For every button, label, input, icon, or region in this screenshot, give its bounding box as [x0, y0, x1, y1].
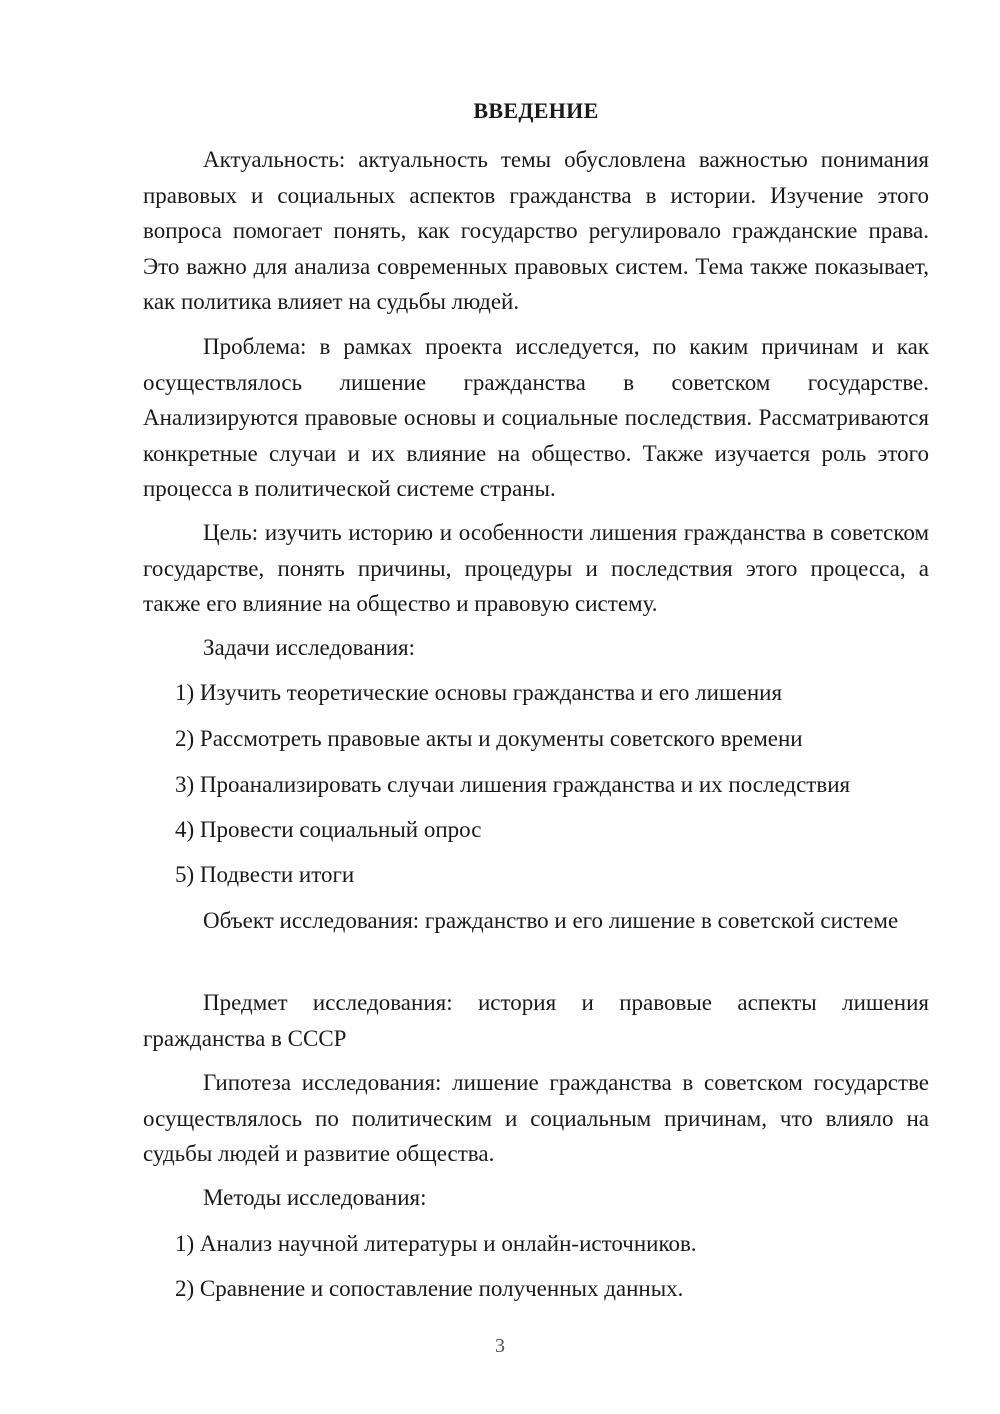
methods-heading: Методы исследования: [203, 1185, 427, 1210]
object-paragraph: Объект исследования: гражданство и его лишение в советской системе [203, 908, 899, 933]
page-title: ВВЕДЕНИЕ [473, 98, 599, 123]
hypothesis-paragraph: Гипотеза исследования: лишение гражданства в советском государстве осуществлялось по политическим и социальным причинам, что влияло на судьбы людей и развитие общества. [143, 1070, 929, 1166]
list-item: 1) Анализ научной литературы и онлайн-источников. [175, 1231, 697, 1256]
list-item: 2) Сравнение и сопоставление полученных данных. [175, 1276, 684, 1301]
problem-paragraph: Проблема: в рамках проекта исследуется, по каким причинам и как осуществлялось лишение гражданства в советском государстве. Анализируются правовые основы и социальные последствия. Рассматриваются конкретные случаи и их влияние на общество. Также изучается роль этого процесса в политической системе страны. [143, 334, 929, 501]
list-item: 4) Провести социальный опрос [175, 817, 482, 842]
goal-paragraph: Цель: изучить историю и особенности лишения гражданства в советском государстве, понять причины, процедуры и последствия этого процесса, а также его влияние на общество и правовую систему. [143, 520, 929, 616]
subject-paragraph: Предмет исследования: история и правовые аспекты лишения гражданства в СССР [143, 990, 929, 1051]
list-item: 5) Подвести итоги [175, 862, 355, 887]
tasks-heading: Задачи исследования: [203, 635, 416, 660]
list-item: 2) Рассмотреть правовые акты и документы советского времени [175, 726, 803, 751]
relevance-paragraph: Актуальность: актуальность темы обусловлена важностью понимания правовых и социальных аспектов гражданства в истории. Изучение этого вопроса помогает понять, как государство регулировало гражданские права. Это важно для анализа современных правовых систем. Тема также показывает, как политика влияет на судьбы людей. [143, 147, 929, 314]
page-number: 3 [495, 1335, 505, 1357]
list-item: 1) Изучить теоретические основы гражданства и его лишения [175, 680, 783, 705]
list-item: 3) Проанализировать случаи лишения гражданства и их последствия [175, 772, 851, 797]
